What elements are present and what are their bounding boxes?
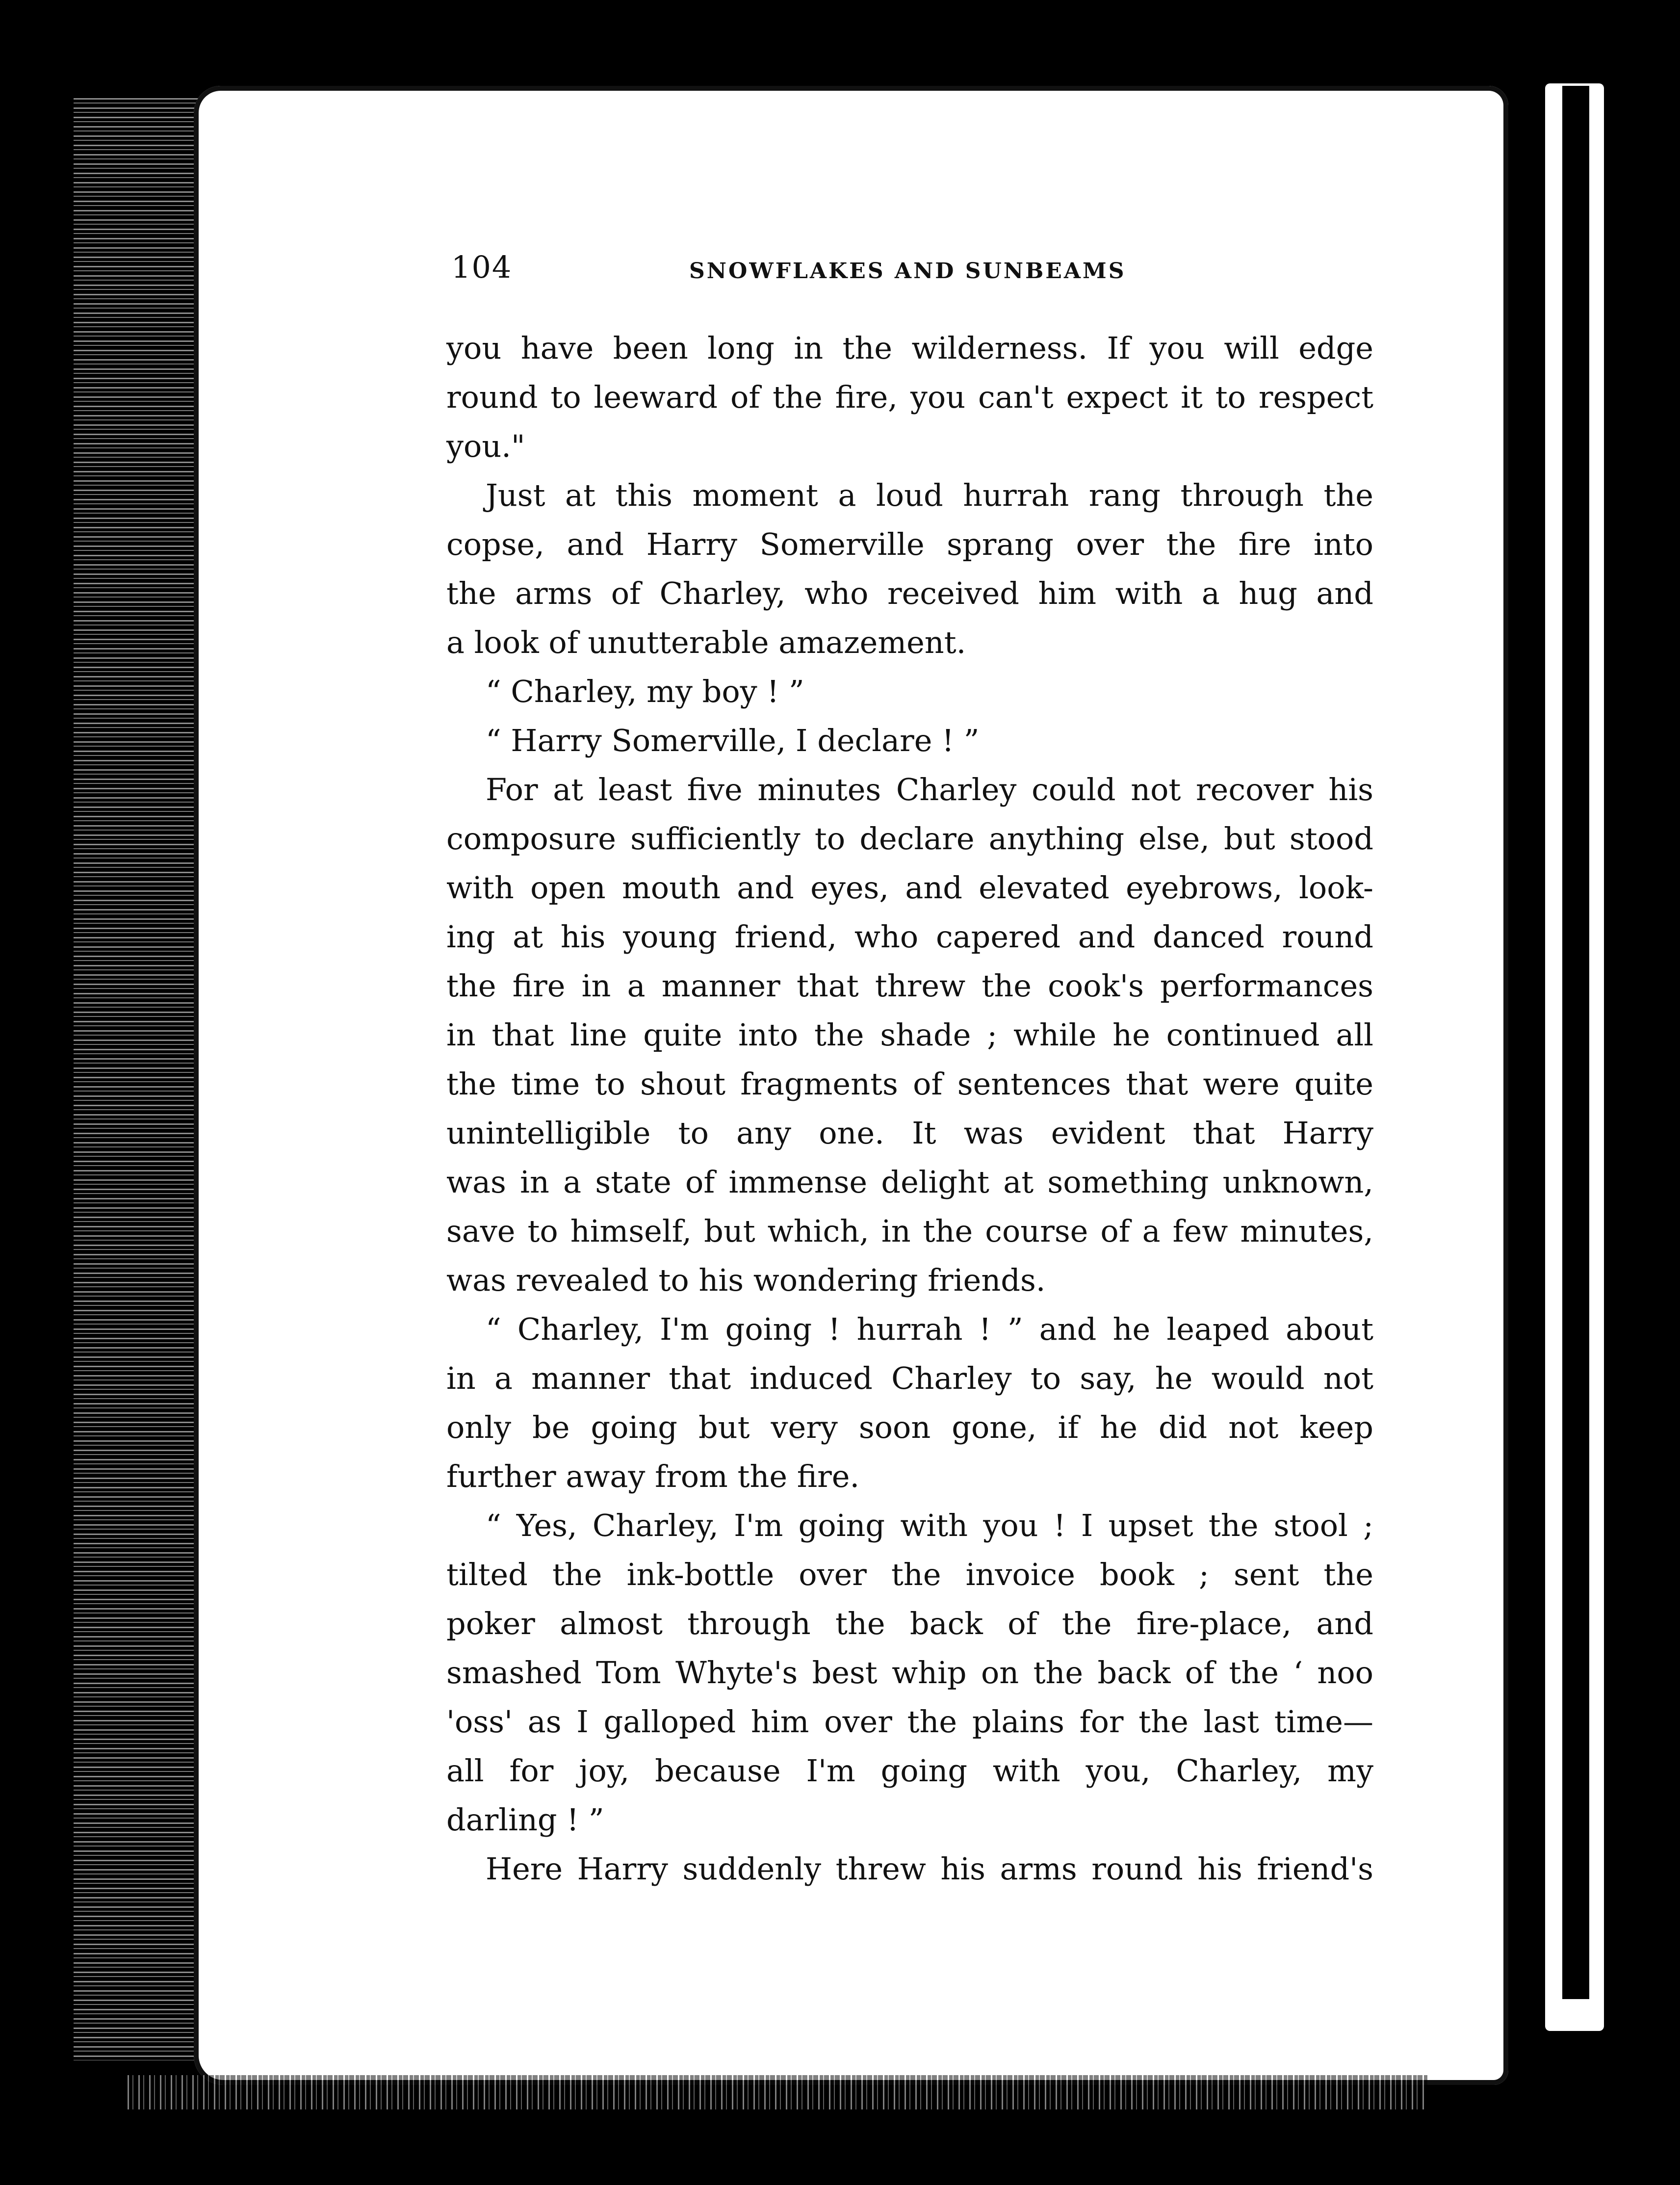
text-line: tilted the ink-bottle over the invoice book ; sent the	[446, 1557, 1373, 1592]
page-number: 104	[451, 249, 513, 285]
scan-edge-noise-left	[74, 98, 201, 2060]
text-line: “ Yes, Charley, I'm going with you ! I upset the stool ;	[486, 1508, 1373, 1543]
text-line: the arms of Charley, who received him with a hug and	[446, 575, 1373, 611]
text-line: Just at this moment a loud hurrah rang through the	[486, 477, 1373, 513]
text-line: poker almost through the back of the fire-place, and	[446, 1606, 1373, 1641]
text-line: 'oss' as I galloped him over the plains for the last time—	[446, 1704, 1373, 1740]
text-line: copse, and Harry Somerville sprang over the fire into	[446, 526, 1373, 562]
text-line: in a manner that induced Charley to say, he would not	[446, 1360, 1373, 1396]
text-line: “ Charley, my boy ! ”	[486, 674, 804, 709]
text-line: all for joy, because I'm going with you, Charley, my	[446, 1753, 1373, 1789]
text-line: Here Harry suddenly threw his arms round his friend's	[486, 1851, 1373, 1887]
page-header	[451, 245, 1383, 299]
text-line: was in a state of immense delight at something unknown,	[446, 1164, 1373, 1200]
text-line: ing at his young friend, who capered and danced round	[446, 919, 1373, 955]
text-line: round to leeward of the fire, you can't expect it to respect	[446, 379, 1373, 415]
text-line: smashed Tom Whyte's best whip on the back of the ‘ noo	[446, 1655, 1373, 1691]
text-line: only be going but very soon gone, if he did not keep	[446, 1409, 1373, 1445]
text-line: the fire in a manner that threw the cook's performances	[446, 968, 1373, 1004]
text-line: further away from the fire.	[446, 1458, 860, 1494]
text-line: “ Charley, I'm going ! hurrah ! ” and he leaped about	[486, 1311, 1373, 1347]
text-line: was revealed to his wondering friends.	[446, 1262, 1046, 1298]
running-title: SNOWFLAKES AND SUNBEAMS	[689, 259, 1126, 284]
text-line: the time to shout fragments of sentences that were quite	[446, 1066, 1373, 1102]
text-line: a look of unutterable amazement.	[446, 624, 966, 660]
scan-edge-noise-bottom	[128, 2075, 1427, 2109]
text-line: composure sufficiently to declare anything else, but stood	[446, 821, 1373, 857]
text-line: with open mouth and eyes, and elevated eyebrows, look-	[446, 870, 1373, 906]
text-line: darling ! ”	[446, 1802, 604, 1838]
text-line: “ Harry Somerville, I declare ! ”	[486, 723, 980, 758]
text-line: unintelligible to any one. It was evident that Harry	[446, 1115, 1373, 1151]
text-line: you."	[446, 428, 525, 464]
text-line: you have been long in the wilderness. If you will edge	[446, 330, 1373, 366]
text-line: For at least five minutes Charley could not recover his	[486, 772, 1373, 807]
next-page-edge-shadow	[1562, 86, 1589, 1999]
text-line: save to himself, but which, in the course of a few minutes,	[446, 1213, 1373, 1249]
text-line: in that line quite into the shade ; while he continued all	[446, 1017, 1373, 1053]
